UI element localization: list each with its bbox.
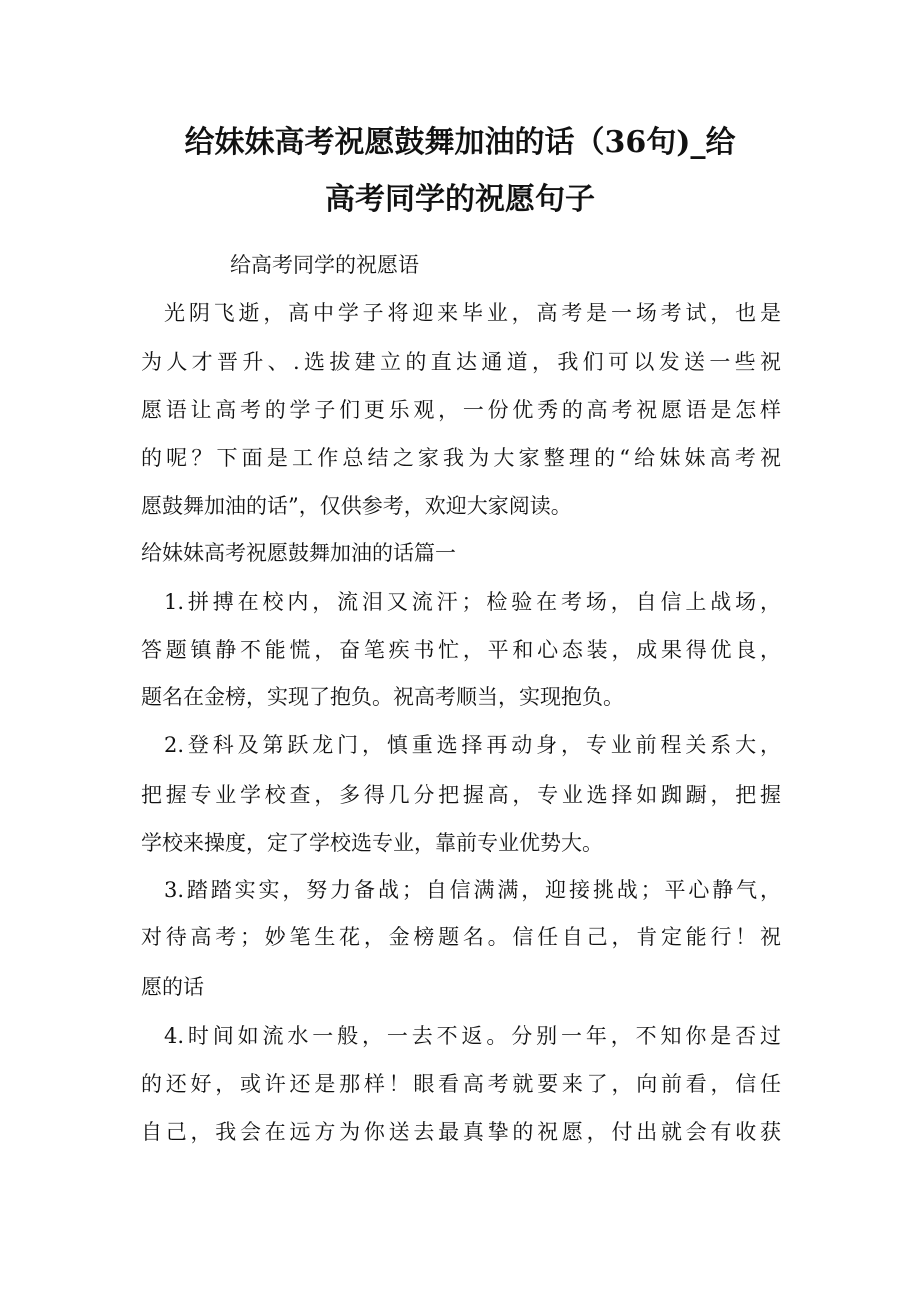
item-line: 把握专业学校查，多得几分把握高，专业选择如踟蹰，把握 bbox=[141, 783, 781, 807]
item-line: 题名在金榜，实现了抱负。祝高考顺当，实现抱负。 bbox=[141, 685, 624, 709]
intro-line: 的呢？下面是工作总结之家我为大家整理的“给妹妹高考祝 bbox=[141, 446, 781, 470]
item-line: 愿的话 bbox=[141, 975, 204, 999]
item-line: 学校来操度，定了学校选专业，靠前专业优势大。 bbox=[141, 831, 603, 855]
item-line: 1.拼搏在校内，流泪又流汗；检验在考场，自信上战场， bbox=[164, 590, 781, 614]
intro-line: 光阴飞逝，高中学子将迎来毕业，高考是一场考试，也是 bbox=[164, 301, 781, 325]
intro-line: 愿鼓舞加油的话”，仅供参考，欢迎大家阅读。 bbox=[141, 494, 572, 518]
intro-line: 为人才晋升、.选拔建立的直达通道，我们可以发送一些祝 bbox=[141, 350, 781, 374]
item-line: 自己，我会在远方为你送去最真挚的祝愿，付出就会有收获 bbox=[141, 1120, 781, 1144]
item-line: 对待高考；妙笔生花，金榜题名。信任自己，肯定能行！祝 bbox=[141, 925, 781, 949]
subtitle: 给高考同学的祝愿语 bbox=[230, 253, 419, 277]
intro-line: 愿语让高考的学子们更乐观，一份优秀的高考祝愿语是怎样 bbox=[141, 398, 781, 422]
item-line: 的还好，或许还是那样！眼看高考就要来了，向前看，信任 bbox=[141, 1072, 781, 1096]
title-line-1: 给妹妹高考祝愿鼓舞加油的话（36句)_给 bbox=[184, 125, 736, 160]
item-line: 2.登科及第跃龙门，慎重选择再动身，专业前程关系大， bbox=[164, 733, 781, 757]
item-line: 4.时间如流水一般，一去不返。分别一年，不知你是否过 bbox=[164, 1024, 781, 1048]
item-line: 答题镇静不能慌，奋笔疾书忙，平和心态装，成果得优良， bbox=[141, 638, 781, 662]
item-line: 3.踏踏实实，努力备战；自信满满，迎接挑战；平心静气， bbox=[164, 878, 781, 902]
section-heading: 给妹妹高考祝愿鼓舞加油的话篇一 bbox=[141, 541, 456, 565]
title-line-2: 高考同学的祝愿句子 bbox=[325, 182, 595, 217]
